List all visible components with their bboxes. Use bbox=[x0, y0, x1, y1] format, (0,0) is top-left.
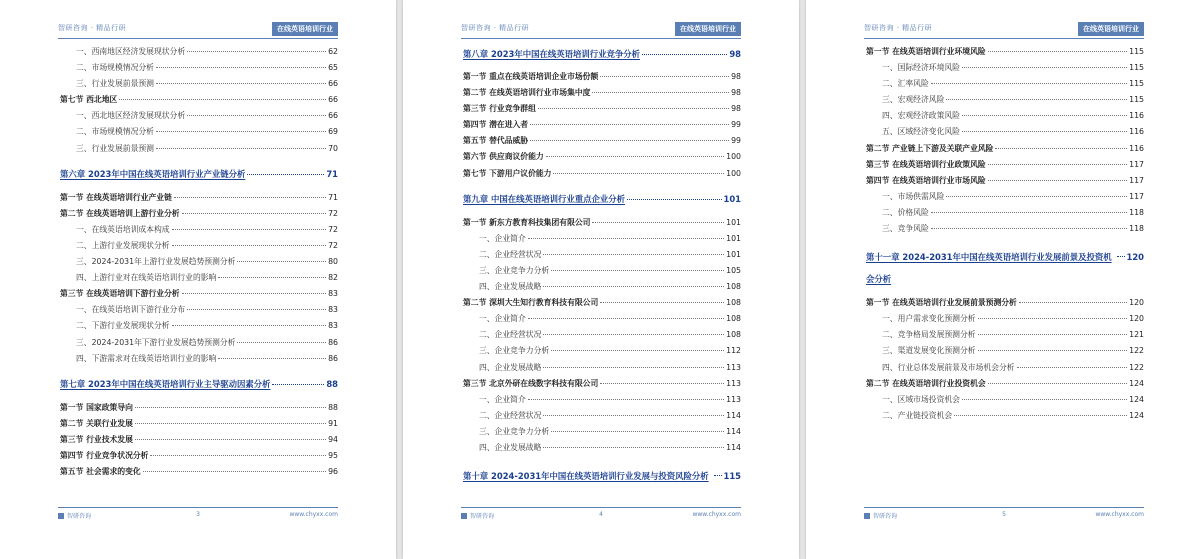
toc-chapter[interactable]: 第十一章 2024-2031年中国在线英语培训行业发展前景及投资机会分析 120 bbox=[866, 252, 1144, 285]
toc-entry[interactable]: 一、用户需求变化预测分析 120 bbox=[882, 314, 1144, 324]
toc-section[interactable]: 第二节 产业链上下游及关联产业风险 116 bbox=[866, 143, 1144, 153]
page-number: 4 bbox=[599, 511, 603, 518]
toc-entry[interactable]: 三、企业竞争力分析 105 bbox=[479, 265, 741, 275]
header-divider bbox=[461, 38, 741, 39]
toc-section[interactable]: 第三节 在线英语培训下游行业分析 83 bbox=[60, 289, 338, 299]
toc-entry[interactable]: 二、上游行业发展现状分析 72 bbox=[76, 240, 338, 250]
document-page-5 bbox=[806, 0, 1200, 559]
toc-entry[interactable]: 一、区域市场投资机会 124 bbox=[882, 394, 1144, 404]
toc-section[interactable]: 第七节 西北地区 66 bbox=[60, 95, 338, 105]
toc-section[interactable]: 第三节 行业竞争群组 98 bbox=[463, 104, 741, 114]
toc-entry[interactable]: 二、产业链投资机会 124 bbox=[882, 410, 1144, 420]
toc-entry[interactable]: 三、企业竞争力分析 114 bbox=[479, 426, 741, 436]
footer-url[interactable]: www.chyxx.com bbox=[289, 511, 338, 518]
toc-section[interactable]: 第一节 在线英语培训行业环境风险 115 bbox=[866, 47, 1144, 56]
page-footer bbox=[461, 507, 741, 521]
toc-entry[interactable]: 二、企业经营状况 101 bbox=[479, 249, 741, 259]
toc-section[interactable]: 第五节 社会需求的变化 96 bbox=[60, 467, 338, 477]
page-header bbox=[58, 22, 338, 38]
page-number: 3 bbox=[196, 511, 200, 518]
page-footer bbox=[58, 507, 338, 521]
toc-section[interactable]: 第七节 下游用户议价能力 100 bbox=[463, 168, 741, 178]
footer-url[interactable]: www.chyxx.com bbox=[692, 511, 741, 518]
toc-section[interactable]: 第一节 新东方教育科技集团有限公司 101 bbox=[463, 217, 741, 227]
toc-entry[interactable]: 四、行业总体发展前景及市场机会分析 122 bbox=[882, 362, 1144, 372]
toc-entry[interactable]: 一、在线英语培训下游行业分布 83 bbox=[76, 305, 338, 315]
toc-chapter[interactable]: 第八章 2023年中国在线英语培训行业竞争分析 98 bbox=[463, 49, 741, 59]
toc-chapter[interactable]: 第九章 中国在线英语培训行业重点企业分析 101 bbox=[463, 193, 741, 204]
footer-divider bbox=[461, 507, 741, 508]
table-of-contents bbox=[463, 44, 741, 492]
toc-section[interactable]: 第三节 行业技术发展 94 bbox=[60, 434, 338, 444]
footer-url[interactable]: www.chyxx.com bbox=[1095, 511, 1144, 518]
toc-entry[interactable]: 二、市场规模情况分析 65 bbox=[76, 63, 338, 73]
toc-entry[interactable]: 三、渠道发展变化预测分析 122 bbox=[882, 346, 1144, 356]
toc-entry[interactable]: 四、企业发展战略 108 bbox=[479, 282, 741, 292]
toc-entry[interactable]: 四、宏观经济政策风险 116 bbox=[882, 111, 1144, 121]
header-divider bbox=[864, 38, 1144, 39]
document-page-3 bbox=[0, 0, 396, 559]
toc-entry[interactable]: 三、行业发展前景预测 66 bbox=[76, 79, 338, 89]
toc-section[interactable]: 第四节 在线英语培训行业市场风险 117 bbox=[866, 175, 1144, 185]
toc-entry[interactable]: 四、下游需求对在线英语培训行业的影响 86 bbox=[76, 353, 338, 363]
header-brand: 智研咨询 · 精品行研 bbox=[864, 24, 933, 32]
toc-section[interactable]: 第五节 替代品威胁 99 bbox=[463, 136, 741, 146]
toc-entry[interactable]: 二、价格风险 118 bbox=[882, 207, 1144, 217]
toc-entry[interactable]: 四、企业发展战略 113 bbox=[479, 362, 741, 372]
footer-brand: 智研咨询 bbox=[461, 511, 494, 520]
toc-entry[interactable]: 三、竞争风险 118 bbox=[882, 224, 1144, 234]
toc-section[interactable]: 第一节 重点在线英语培训企业市场份额 98 bbox=[463, 72, 741, 81]
toc-section[interactable]: 第二节 在线英语培训行业市场集中度 98 bbox=[463, 88, 741, 98]
toc-section[interactable]: 第二节 关联行业发展 91 bbox=[60, 418, 338, 428]
toc-section[interactable]: 第六节 供应商议价能力 100 bbox=[463, 152, 741, 162]
toc-entry[interactable]: 四、上游行业对在线英语培训行业的影响 82 bbox=[76, 273, 338, 283]
table-of-contents bbox=[866, 44, 1144, 424]
toc-section[interactable]: 第四节 潜在进入者 99 bbox=[463, 120, 741, 130]
toc-entry[interactable]: 三、企业竞争力分析 112 bbox=[479, 346, 741, 356]
toc-chapter[interactable]: 第七章 2023年中国在线英语培训行业主导驱动因素分析 88 bbox=[60, 378, 338, 389]
header-tag: 在线英语培训行业 bbox=[1078, 22, 1144, 36]
header-brand: 智研咨询 · 精品行研 bbox=[58, 24, 127, 32]
toc-entry[interactable]: 四、企业发展战略 114 bbox=[479, 442, 741, 452]
toc-entry[interactable]: 一、在线英语培训成本构成 72 bbox=[76, 224, 338, 234]
footer-brand: 智研咨询 bbox=[864, 511, 897, 520]
page-header bbox=[461, 22, 741, 38]
page-number: 5 bbox=[1002, 511, 1006, 518]
toc-section[interactable]: 第二节 在线英语培训上游行业分析 72 bbox=[60, 208, 338, 218]
toc-chapter[interactable]: 第十章 2024-2031年中国在线英语培训行业发展与投资风险分析 115 bbox=[463, 471, 741, 482]
toc-section[interactable]: 第一节 在线英语培训行业产业链 71 bbox=[60, 192, 338, 202]
footer-divider bbox=[58, 507, 338, 508]
toc-entry[interactable]: 二、市场规模情况分析 69 bbox=[76, 127, 338, 137]
document-page-4 bbox=[403, 0, 799, 559]
toc-section[interactable]: 第二节 深圳大生知行教育科技有限公司 108 bbox=[463, 298, 741, 308]
toc-entry[interactable]: 一、西南地区经济发展现状分析 62 bbox=[76, 47, 338, 56]
table-of-contents bbox=[60, 44, 338, 480]
toc-entry[interactable]: 二、企业经营状况 108 bbox=[479, 330, 741, 340]
toc-entry[interactable]: 一、国际经济环境风险 115 bbox=[882, 63, 1144, 73]
toc-entry[interactable]: 二、汇率风险 115 bbox=[882, 79, 1144, 89]
toc-entry[interactable]: 三、2024-2031年上游行业发展趋势预测分析 80 bbox=[76, 257, 338, 267]
header-tag: 在线英语培训行业 bbox=[272, 22, 338, 36]
toc-entry[interactable]: 一、企业简介 113 bbox=[479, 394, 741, 404]
toc-entry[interactable]: 一、企业简介 101 bbox=[479, 233, 741, 243]
footer-divider bbox=[864, 507, 1144, 508]
toc-entry[interactable]: 三、行业发展前景预测 70 bbox=[76, 143, 338, 153]
toc-section[interactable]: 第一节 国家政策导向 88 bbox=[60, 402, 338, 412]
footer-brand: 智研咨询 bbox=[58, 511, 91, 520]
toc-entry[interactable]: 二、下游行业发展现状分析 83 bbox=[76, 321, 338, 331]
header-divider bbox=[58, 38, 338, 39]
toc-entry[interactable]: 五、区域经济变化风险 116 bbox=[882, 127, 1144, 137]
toc-entry[interactable]: 二、企业经营状况 114 bbox=[479, 410, 741, 420]
toc-entry[interactable]: 一、市场供需风险 117 bbox=[882, 191, 1144, 201]
toc-section[interactable]: 第二节 在线英语培训行业投资机会 124 bbox=[866, 378, 1144, 388]
page-footer bbox=[864, 507, 1144, 521]
toc-entry[interactable]: 三、2024-2031年下游行业发展趋势预测分析 86 bbox=[76, 337, 338, 347]
header-brand: 智研咨询 · 精品行研 bbox=[461, 24, 530, 32]
toc-section[interactable]: 第三节 在线英语培训行业政策风险 117 bbox=[866, 159, 1144, 169]
toc-section[interactable]: 第三节 北京外研在线数字科技有限公司 113 bbox=[463, 378, 741, 388]
page-header bbox=[864, 22, 1144, 38]
toc-entry[interactable]: 一、西北地区经济发展现状分析 66 bbox=[76, 111, 338, 121]
toc-chapter[interactable]: 第六章 2023年中国在线英语培训行业产业链分析 71 bbox=[60, 168, 338, 179]
toc-entry[interactable]: 三、宏观经济风险 115 bbox=[882, 95, 1144, 105]
header-tag: 在线英语培训行业 bbox=[675, 22, 741, 36]
toc-entry[interactable]: 一、企业简介 108 bbox=[479, 314, 741, 324]
toc-section[interactable]: 第一节 在线英语培训行业发展前景预测分析 120 bbox=[866, 298, 1144, 308]
toc-section[interactable]: 第四节 行业竞争状况分析 95 bbox=[60, 450, 338, 460]
toc-entry[interactable]: 二、竞争格局发展预测分析 121 bbox=[882, 330, 1144, 340]
